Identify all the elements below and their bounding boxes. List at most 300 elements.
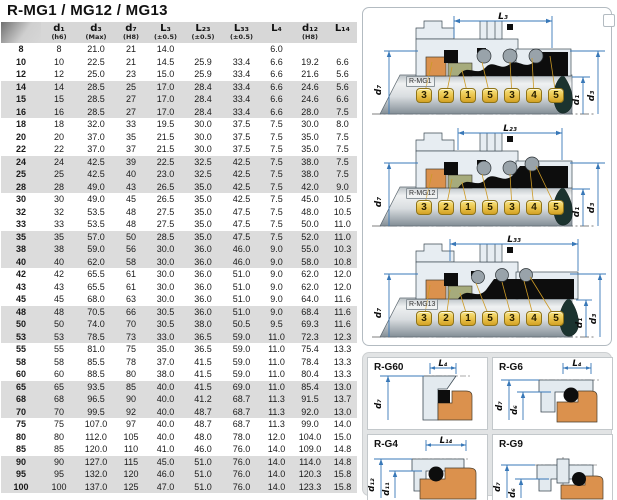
table-cell: 11.0 <box>268 369 285 379</box>
table-cell: 40.0 <box>147 381 184 394</box>
callout-badge: 5 <box>482 311 498 326</box>
callout-badge: 3 <box>504 311 520 326</box>
table-cell: 62.0 <box>301 269 319 279</box>
table-cell: 28.4 <box>184 81 222 94</box>
table-cell: 14.0 <box>261 456 292 469</box>
table-cell: 30.0 <box>156 269 175 279</box>
table-cell: 14.0 <box>156 44 175 54</box>
table-row <box>1 143 357 156</box>
table-cell: 51.0 <box>232 294 251 304</box>
table-row <box>1 156 357 169</box>
table-cell: 11.0 <box>268 344 285 354</box>
table-cell: 96.5 <box>77 393 115 406</box>
table-cell: 11.3 <box>261 393 292 406</box>
set-screw <box>480 21 502 39</box>
table-cell: 61 <box>125 281 136 292</box>
table-cell: 68 <box>41 393 77 406</box>
table-cell: 28.5 <box>77 93 115 106</box>
callout-badge: 3 <box>416 88 432 103</box>
callout-badge: 4 <box>526 311 542 326</box>
spring-coil <box>477 49 491 63</box>
table-cell: 21 <box>125 44 136 54</box>
table-cell: 50 <box>41 318 77 331</box>
table-cell: 28.4 <box>184 106 222 119</box>
table-cell: 43 <box>115 181 147 194</box>
table-cell: 42.5 <box>77 168 115 181</box>
row-header-cell: 35 <box>1 231 41 244</box>
table-cell: 40.0 <box>156 419 175 429</box>
dim-label: L₁₄ <box>439 436 453 446</box>
table-cell: 17.0 <box>147 93 184 106</box>
callout-badge: 3 <box>504 200 520 215</box>
table-row <box>1 206 357 219</box>
table-cell: 9.0 <box>261 243 292 256</box>
table-cell: 30.0 <box>194 144 212 154</box>
table-row <box>1 456 357 469</box>
table-cell: 27.5 <box>156 219 175 229</box>
table-cell: 48.0 <box>301 206 319 217</box>
table-cell: 58 <box>53 356 64 367</box>
table-cell: 43 <box>53 281 64 292</box>
dim-label: d₁₁ <box>382 482 392 496</box>
table-cell: 50.5 <box>222 318 261 331</box>
table-cell: 50 <box>115 231 147 244</box>
column-header: L₁₄ <box>328 22 357 43</box>
table-cell: 36.0 <box>194 294 212 304</box>
table-cell: 9.0 <box>328 181 357 194</box>
row-header-cell: 8 <box>18 44 24 54</box>
table-cell: 7.5 <box>270 144 283 154</box>
callout-badge: 2 <box>438 88 454 103</box>
callout-row <box>416 88 564 103</box>
table-cell: 127.0 <box>77 456 115 469</box>
table-cell: 97 <box>125 419 136 429</box>
table-cell: 15.8 <box>328 468 357 481</box>
table-cell: 51.0 <box>232 269 251 279</box>
diagram-r-mg1 <box>366 12 609 122</box>
table-row <box>1 56 357 69</box>
table-cell: 47.5 <box>232 219 251 229</box>
table-cell: 85.4 <box>292 381 328 394</box>
table-cell: 105 <box>123 431 139 442</box>
row-header-cell: 85 <box>15 444 26 454</box>
table-cell: 28.4 <box>184 93 222 106</box>
table-cell: 41.5 <box>194 356 212 367</box>
table-cell: 14.0 <box>261 468 292 481</box>
table-cell: 120.3 <box>292 468 328 481</box>
table-cell: 16 <box>41 106 77 119</box>
dim-label-length: L₃ <box>498 12 508 22</box>
set-screw <box>480 133 502 151</box>
table-cell: 9.5 <box>261 318 292 331</box>
diagram-label: R-G9 <box>499 439 523 450</box>
table-cell: 30.0 <box>147 256 184 269</box>
table-row <box>1 443 357 456</box>
row-header-cell: 32 <box>15 206 26 217</box>
table-cell: 60 <box>53 369 64 379</box>
table-cell: 13.3 <box>333 356 352 367</box>
table-cell: 120.0 <box>84 444 108 454</box>
table-cell: 6.6 <box>261 106 292 119</box>
table-cell: 33 <box>53 219 64 229</box>
table-cell: 76.0 <box>222 481 261 494</box>
callout-badge: 1 <box>460 88 476 103</box>
table-row <box>1 356 357 369</box>
table-cell: 10 <box>53 56 64 67</box>
diagram-r-g4 <box>367 434 488 500</box>
dim-label: L₄ <box>438 359 448 369</box>
table-cell: 30.0 <box>156 294 175 304</box>
table-cell: 46.0 <box>194 444 212 454</box>
diagram-label: R-G60 <box>374 362 404 373</box>
row-header-cell: 22 <box>15 144 26 154</box>
table-cell: 17.0 <box>147 81 184 94</box>
table-cell: 41.0 <box>156 444 175 454</box>
row-header-cell: 45 <box>15 294 26 304</box>
table-cell: 93.5 <box>77 381 115 394</box>
table-row <box>1 118 357 131</box>
callout-badge: 5 <box>482 88 498 103</box>
row-header-cell: 42 <box>15 269 26 279</box>
seal-cross-section-drawing <box>366 124 609 234</box>
table-cell: 36.0 <box>184 243 222 256</box>
table-cell: 53.5 <box>87 206 105 217</box>
clamp-strip <box>557 459 569 483</box>
table-cell: 115 <box>115 456 147 469</box>
table-cell: 68.7 <box>222 406 261 419</box>
diagram-r-g60 <box>367 357 488 430</box>
table-cell: 21.5 <box>156 131 175 142</box>
table-cell: 53 <box>41 331 77 344</box>
table-cell: 30.0 <box>156 281 175 292</box>
table-cell: 7.5 <box>270 131 283 142</box>
table-cell: 100 <box>41 481 77 494</box>
table-row <box>1 168 357 181</box>
row-header-cell: 60 <box>15 369 26 379</box>
table-cell: 48.7 <box>184 406 222 419</box>
gland-housing <box>416 133 454 151</box>
callout-badge: 5 <box>548 200 564 215</box>
dimension-l4 <box>563 359 591 374</box>
table-cell: 36.5 <box>194 344 212 354</box>
table-cell: 70 <box>115 318 147 331</box>
callout-badge: 3 <box>416 200 432 215</box>
column-header: d₁ (h6) <box>41 22 77 43</box>
row-header-cell: 30 <box>15 194 26 204</box>
table-row <box>1 43 357 56</box>
table-cell: 47.0 <box>147 481 184 494</box>
column-header: d₇ (H8) <box>115 22 147 43</box>
seat-ring <box>420 468 476 499</box>
table-cell: 22 <box>53 144 64 154</box>
row-header-cell: 50 <box>1 318 41 331</box>
table-cell: 40 <box>115 168 147 181</box>
table-cell: 15.0 <box>333 431 352 442</box>
table-cell: 27 <box>115 106 147 119</box>
table-cell: 68.0 <box>87 294 105 304</box>
table-cell: 28.5 <box>77 106 115 119</box>
table-cell: 7.5 <box>261 156 292 169</box>
table-row <box>1 193 357 206</box>
square-ring <box>438 390 450 403</box>
table-cell: 14.0 <box>261 481 292 494</box>
table-cell: 11.6 <box>328 306 357 319</box>
column-header <box>1 22 41 43</box>
row-header-cell: 43 <box>15 281 26 292</box>
row-header-cell: 38 <box>1 243 41 256</box>
table-cell: 51.0 <box>184 481 222 494</box>
table-cell: 11.3 <box>268 419 285 429</box>
table-cell: 55.0 <box>292 243 328 256</box>
table-cell: 45.0 <box>147 456 184 469</box>
gland-housing <box>416 21 454 39</box>
table-cell: 7.5 <box>328 156 357 169</box>
callout-badge: 1 <box>460 311 476 326</box>
table-row <box>1 281 357 294</box>
table-cell: 7.5 <box>336 131 349 142</box>
table-cell: 14.0 <box>267 444 286 454</box>
table-cell: 41.2 <box>184 393 222 406</box>
callout-badge: 5 <box>548 88 564 103</box>
table-cell: 104.0 <box>298 431 322 442</box>
table-cell: 49.0 <box>87 194 105 204</box>
table-cell: 33.4 <box>232 56 251 67</box>
table-cell: 25.9 <box>194 69 212 79</box>
table-cell: 32.5 <box>184 168 222 181</box>
table-cell: 76.0 <box>222 468 261 481</box>
table-cell: 9.0 <box>261 306 292 319</box>
table-cell: 27.5 <box>156 206 175 217</box>
table-cell: 19.5 <box>156 119 175 129</box>
table-cell: 11.0 <box>328 231 357 244</box>
table-cell: 42.5 <box>222 168 261 181</box>
table-cell: 62.0 <box>301 281 319 292</box>
table-cell: 72.3 <box>292 331 328 344</box>
table-row <box>1 381 357 394</box>
table-cell: 75 <box>53 419 64 429</box>
table-cell: 21.5 <box>156 144 175 154</box>
table-cell: 12.0 <box>267 431 286 442</box>
row-header-cell: 55 <box>15 344 26 354</box>
table-cell: 32.5 <box>184 156 222 169</box>
table-cell: 64.0 <box>301 294 319 304</box>
table-cell: 11.3 <box>261 406 292 419</box>
table-cell: 51.0 <box>184 456 222 469</box>
table-cell: 15.0 <box>156 69 175 79</box>
table-row <box>1 431 357 444</box>
table-cell: 7.5 <box>261 168 292 181</box>
table-cell: 27 <box>115 93 147 106</box>
table-cell: 42 <box>53 269 64 279</box>
spring-coil <box>503 49 517 63</box>
table-cell: 55 <box>53 344 64 354</box>
table-cell: 28.0 <box>292 106 328 119</box>
table-cell: 110 <box>123 444 139 454</box>
table-cell: 123.3 <box>292 481 328 494</box>
row-header-cell: 95 <box>1 468 41 481</box>
diagram-r-mg12 <box>366 124 609 234</box>
table-cell: 28.5 <box>147 231 184 244</box>
table-header <box>1 22 357 43</box>
table-cell: 46.0 <box>222 243 261 256</box>
row-header-cell: 33 <box>15 219 26 229</box>
spring-coil <box>503 161 517 175</box>
table-cell: 35 <box>41 231 77 244</box>
table-cell: 32.0 <box>87 119 105 129</box>
dim-label-length: L₂₃ <box>503 124 517 134</box>
table-cell: 50.0 <box>301 219 319 229</box>
table-cell: 6.6 <box>270 69 283 79</box>
table-cell: 12.0 <box>333 281 352 292</box>
table-cell: 5.6 <box>328 81 357 94</box>
table-row <box>1 93 357 106</box>
table-cell: 80.4 <box>301 369 319 379</box>
row-header-cell: 48 <box>1 306 41 319</box>
table-cell: 48 <box>41 306 77 319</box>
dim-label-d3: d₃ <box>587 90 597 102</box>
table-cell: 6.6 <box>270 56 283 67</box>
table-cell: 21.6 <box>301 69 319 79</box>
table-cell: 90 <box>41 456 77 469</box>
page-title: R-MG1 / MG12 / MG13 <box>7 2 168 19</box>
table-cell: 11.6 <box>334 294 351 304</box>
table-row <box>1 468 357 481</box>
table-cell: 76.0 <box>232 444 251 454</box>
column-header: L₃ (±0.5) <box>147 22 184 43</box>
table-cell: 65 <box>41 381 77 394</box>
table-cell: 14 <box>41 81 77 94</box>
table-cell: 35 <box>125 131 136 142</box>
table-cell: 30.0 <box>194 119 212 129</box>
table-cell: 30.0 <box>147 243 184 256</box>
seal-cross-section-drawing <box>366 235 609 345</box>
diagram-label: R-MG13 <box>406 299 438 310</box>
column-header: d₃ (Max) <box>77 22 115 43</box>
table-cell: 7.5 <box>270 206 283 217</box>
callout-badge: 1 <box>460 200 476 215</box>
table-cell: 6.6 <box>328 93 357 106</box>
table-cell: 42.5 <box>222 156 261 169</box>
dimension-l4 <box>430 359 456 374</box>
callout-badge: 2 <box>438 200 454 215</box>
table-cell: 11.0 <box>261 331 292 344</box>
table-cell: 18 <box>53 119 64 129</box>
dim-label: d₁₂ <box>368 478 377 492</box>
pin <box>507 136 513 142</box>
diagram-label: R-G6 <box>499 362 523 373</box>
table-cell: 12.3 <box>328 331 357 344</box>
table-cell: 107.0 <box>84 419 108 429</box>
table-cell: 8 <box>56 44 62 54</box>
table-row <box>1 293 357 306</box>
table-cell: 30.5 <box>147 306 184 319</box>
table-cell: 47.5 <box>232 206 251 217</box>
table-cell: 92.0 <box>292 406 328 419</box>
table-cell: 51.0 <box>222 306 261 319</box>
table-cell: 95 <box>41 468 77 481</box>
table-cell <box>184 43 222 56</box>
table-cell: 70 <box>41 406 77 419</box>
table-cell: 35.0 <box>301 144 319 154</box>
table-cell: 59.0 <box>77 243 115 256</box>
table-cell: 88.5 <box>87 369 105 379</box>
table-cell: 12.0 <box>333 269 352 279</box>
dim-label-d3: d₃ <box>587 202 597 214</box>
table-cell: 35.0 <box>194 194 212 204</box>
table-cell: 6.6 <box>261 93 292 106</box>
table-cell: 6.6 <box>261 81 292 94</box>
table-cell: 36.0 <box>194 269 212 279</box>
table-cell: 120 <box>115 468 147 481</box>
table-cell: 137.0 <box>77 481 115 494</box>
table-cell: 48.7 <box>194 419 212 429</box>
dimension-l14 <box>426 436 466 451</box>
table-cell: 35.0 <box>194 206 212 217</box>
table-cell: 41.5 <box>194 369 212 379</box>
table-row <box>1 218 357 231</box>
table-cell: 6.6 <box>336 56 349 67</box>
table-cell: 78.0 <box>232 431 251 442</box>
table-cell: 7.5 <box>270 119 283 129</box>
table-cell: 109.0 <box>298 444 322 454</box>
table-cell: 91.5 <box>292 393 328 406</box>
callout-badge: 5 <box>482 200 498 215</box>
elastomer <box>444 162 458 175</box>
table-cell: 13.0 <box>328 381 357 394</box>
table-cell: 28.5 <box>77 81 115 94</box>
dim-label: d₇ <box>495 401 505 411</box>
o-ring <box>429 467 444 482</box>
table-row <box>1 343 357 356</box>
table-cell: 42.5 <box>222 181 261 194</box>
table-cell: 38.0 <box>184 318 222 331</box>
diagram-label: R-G4 <box>374 439 398 450</box>
table-cell: 85 <box>53 444 64 454</box>
table-cell: 73 <box>115 331 147 344</box>
table-cell: 26.5 <box>147 181 184 194</box>
table-cell: 69.0 <box>222 381 261 394</box>
column-header: L₂₃ (±0.5) <box>184 22 222 43</box>
row-header-cell: 70 <box>1 406 41 419</box>
table-row <box>1 131 357 144</box>
table-cell: 25 <box>115 81 147 94</box>
table-cell: 7.5 <box>261 231 292 244</box>
elastomer <box>444 273 458 286</box>
table-cell: 37 <box>125 144 136 154</box>
table-cell: 85 <box>115 381 147 394</box>
table-cell: 45 <box>125 194 136 204</box>
table-cell: 57.0 <box>77 231 115 244</box>
seat-variants-panel <box>362 352 612 496</box>
table-cell: 11.0 <box>261 381 292 394</box>
pin <box>507 247 513 253</box>
table-row <box>1 368 357 381</box>
table-cell: 35.0 <box>301 131 319 142</box>
row-header-cell: 28 <box>1 181 41 194</box>
table-cell: 70.5 <box>77 306 115 319</box>
table-cell: 46.0 <box>147 468 184 481</box>
table-cell: 42.5 <box>77 156 115 169</box>
table-cell: 22.5 <box>87 56 105 67</box>
table-cell: 5.6 <box>336 69 349 79</box>
row-header-cell: 12 <box>15 69 26 79</box>
table-cell: 132.0 <box>77 468 115 481</box>
set-screw <box>480 244 502 262</box>
pin <box>507 24 513 30</box>
table-cell: 42.0 <box>292 181 328 194</box>
table-cell: 99.5 <box>77 406 115 419</box>
row-header-cell: 20 <box>15 131 26 142</box>
